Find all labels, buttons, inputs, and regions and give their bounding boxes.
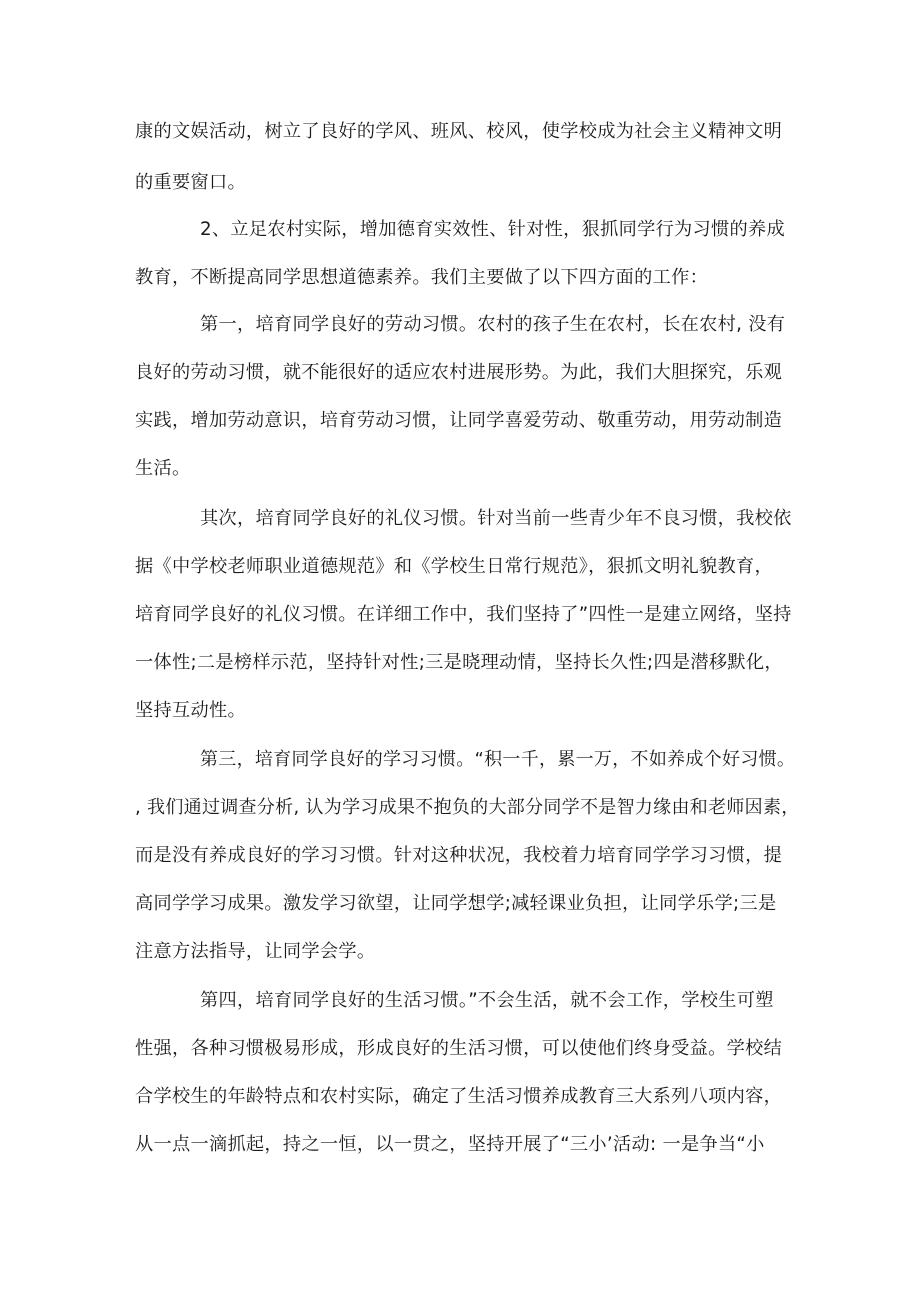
paragraph-first-line: 第三，培育同学良好的学习习惯。“积一千，累一万，不如养成个好习惯。 <box>200 749 796 770</box>
text-line: 教育，不断提高同学思想道德素养。我们主要做了以下四方面的工作： <box>135 267 709 288</box>
text-line: 据《中学校老师职业道德规范》和《学校生日常行规范》，狠抓文明礼貌教育， <box>135 556 773 577</box>
text-line: 从一点一滴抓起，持之一恒，以一贯之，坚持开展了“三小’活动: 一是争当“小 <box>135 1134 765 1155</box>
text-line: 培育同学良好的礼仪习惯。在详细工作中，我们坚持了”四性一是建立网络，坚持 <box>135 604 792 625</box>
text-line: 性强，各种习惯极易形成，形成良好的生活习惯，可以使他们终身受益。学校结 <box>135 1038 783 1059</box>
text-line: 合学校生的年龄特点和农村实际，确定了生活习惯养成教育三大系列八项内容， <box>135 1086 783 1107</box>
text-line: 注意方法指导，让同学会学。 <box>135 941 376 962</box>
paragraph-first-line: 第一，培育同学良好的劳动习惯。农村的孩子生在农村，长在农村, 没有 <box>200 314 786 335</box>
text-line: 康的文娱活动，树立了良好的学风、班风、校风，使学校成为社会主义精神文明 <box>135 121 783 142</box>
text-line: 的重要窗口。 <box>135 172 246 193</box>
text-line: 良好的劳动习惯，就不能很好的适应农村进展形势。为此，我们大胆探究，乐观 <box>135 362 783 383</box>
text-line: 坚持互动性。 <box>135 700 246 721</box>
text-line: 高同学学习成果。激发学习欲望，让同学想学;减轻课业负担，让同学乐学;三是 <box>135 893 777 914</box>
paragraph-first-line: 2、立足农村实际，增加德育实效性、针对性，狠抓同学行为习惯的养成 <box>200 219 785 240</box>
text-line: 一体性;二是榜样示范，坚持针对性;三是晓理动情，坚持长久性;四是潜移默化， <box>135 652 783 673</box>
text-line: 而是没有养成良好的学习习惯。针对这种状况，我校着力培育同学学习习惯，提 <box>135 845 783 866</box>
text-line: 实践，增加劳动意识，培育劳动习惯，让同学喜爱劳动、敬重劳动，用劳动制造 <box>135 410 783 431</box>
paragraph-first-line: 其次，培育同学良好的礼仪习惯。针对当前一些青少年不良习惯，我校依 <box>200 508 792 529</box>
text-line: , 我们通过调查分析, 认为学习成果不抱负的大部分同学不是智力缘由和老师因素， <box>135 797 800 818</box>
text-line: 生活。 <box>135 458 191 479</box>
paragraph-first-line: 第四，培育同学良好的生活习惯。”不会生活，就不会工作，学校生可塑 <box>200 990 774 1011</box>
